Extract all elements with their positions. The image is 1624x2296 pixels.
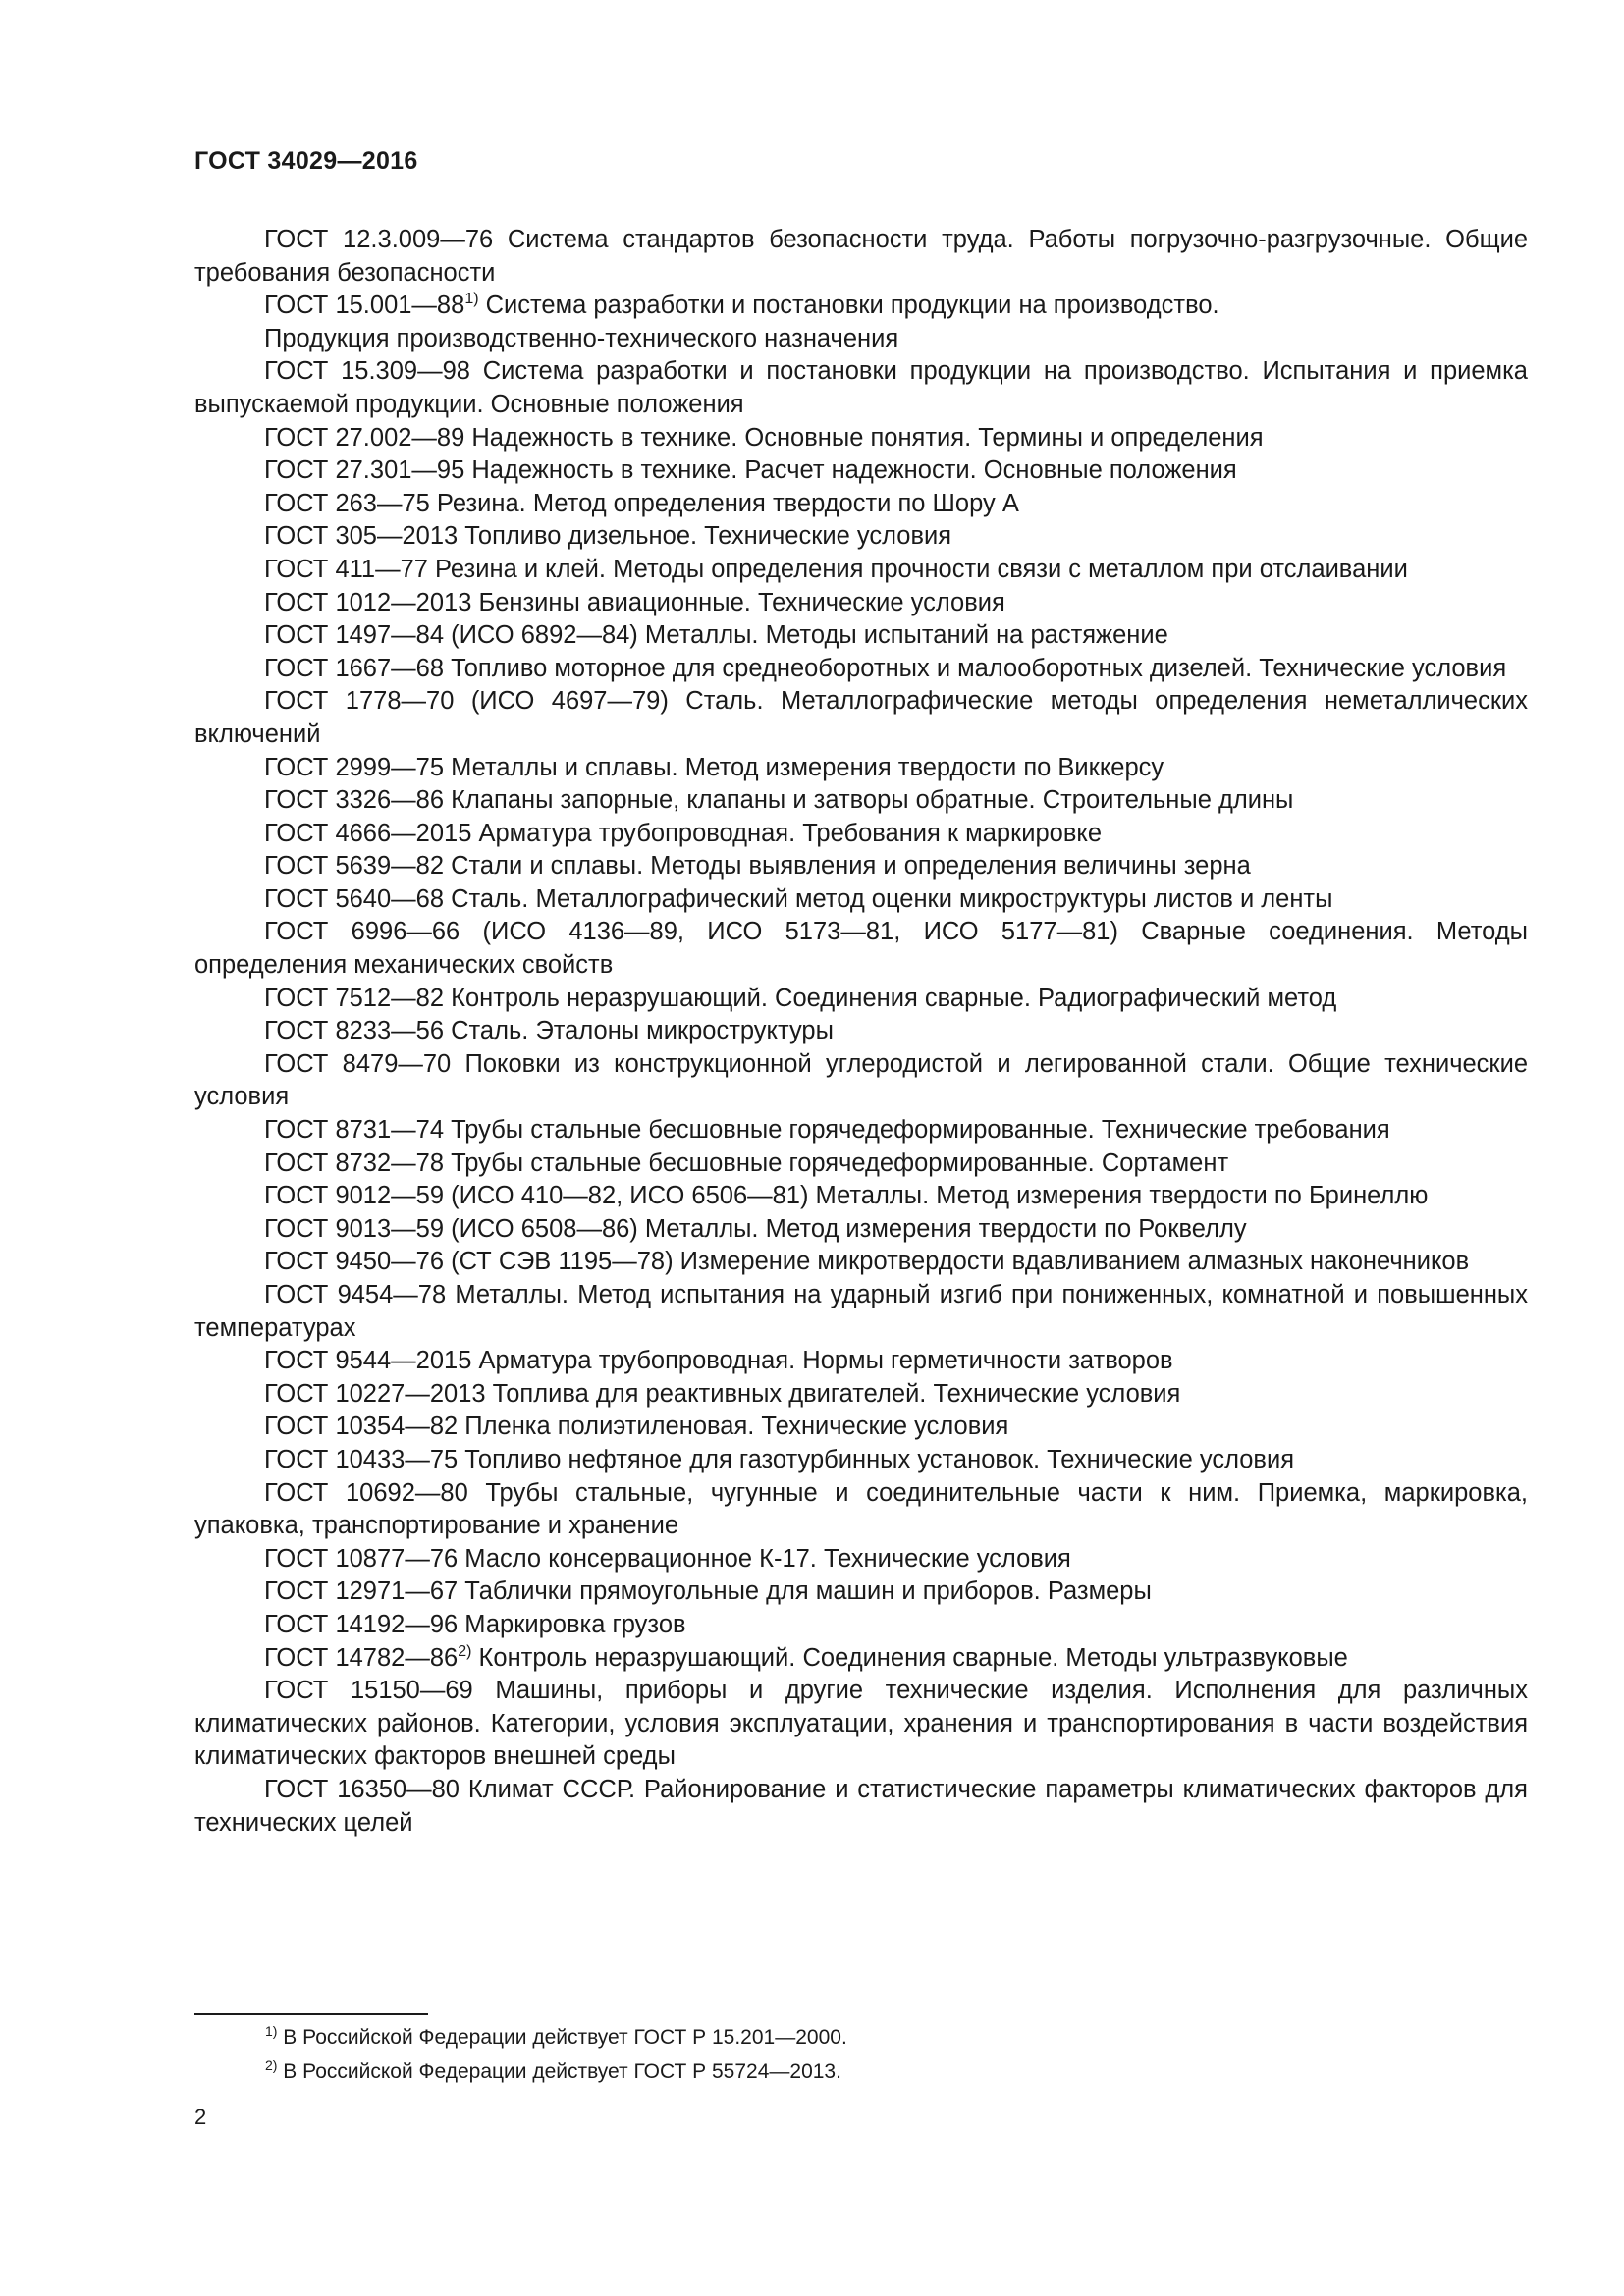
reference-item: ГОСТ 5639—82 Стали и сплавы. Методы выявления и определения величины зерна <box>264 852 1251 881</box>
reference-item: ГОСТ 3326—86 Клапаны запорные, клапаны и затворы обратные. Строительные длины <box>264 786 1294 815</box>
reference-item: ГОСТ 5640—68 Сталь. Металлографический метод оценки микроструктуры листов и ленты <box>264 884 1333 913</box>
reference-item: ГОСТ 12.3.009—76 Система стандартов безопасности труда. Работы погрузочно-разгрузочные. Общие требования безопасности <box>194 226 1528 287</box>
reference-item: ГОСТ 1667—68 Топливо моторное для среднеоборотных и малооборотных дизелей. Технические условия <box>264 654 1507 682</box>
reference-item: ГОСТ 1497—84 (ИСО 6892—84) Металлы. Методы испытаний на растяжение <box>264 621 1168 650</box>
reference-item: ГОСТ 14782—86$^{2)}$ Контроль неразрушающий. Соединения сварные. Методы ультразвуковые <box>264 1642 1348 1672</box>
reference-item: ГОСТ 10227—2013 Топлива для реактивных двигателей. Технические условия <box>264 1379 1181 1408</box>
footnotes <box>194 2020 1528 2089</box>
reference-item: ГОСТ 10877—76 Масло консервационное К-17. Технические условия <box>264 1544 1071 1573</box>
reference-item: ГОСТ 9012—59 (ИСО 410—82, ИСО 6506—81) Металлы. Метод измерения твердости по Бринеллю <box>264 1182 1429 1210</box>
page-number: 2 <box>194 2105 207 2129</box>
reference-item: ГОСТ 8732—78 Трубы стальные бесшовные горячедеформированные. Сортамент <box>264 1148 1229 1177</box>
reference-item: ГОСТ 9454—78 Металлы. Метод испытания на ударный изгиб при пониженных, комнатной и повышенных температурах <box>194 1281 1528 1342</box>
reference-item: ГОСТ 1778—70 (ИСО 4697—79) Сталь. Металлографические методы определения неметаллических включений <box>194 687 1528 748</box>
reference-item: ГОСТ 8233—56 Сталь. Эталоны микроструктуры <box>264 1017 834 1045</box>
footnote-item: $^{1)}$ В Российской Федерации действует ГОСТ Р 15.201—2000. <box>265 2023 847 2049</box>
reference-item: ГОСТ 27.301—95 Надежность в технике. Расчет надежности. Основные положения <box>264 456 1237 485</box>
reference-item: ГОСТ 305—2013 Топливо дизельное. Технические условия <box>264 522 952 551</box>
reference-item: ГОСТ 9013—59 (ИСО 6508—86) Металлы. Метод измерения твердости по Роквеллу <box>264 1214 1247 1243</box>
footnote-marker: 1) <box>265 2023 278 2039</box>
footnote-item: $^{2)}$ В Российской Федерации действует ГОСТ Р 55724—2013. <box>265 2057 841 2083</box>
reference-item: ГОСТ 15.309—98 Система разработки и постановки продукции на производство. Испытания и приемка выпускаемой продукции. Основные положения <box>194 357 1528 418</box>
reference-item: ГОСТ 15150—69 Машины, приборы и другие технические изделия. Исполнения для различных климатических районов. Категории, условия эксплуатации, хранения и транспортирования в части воздействия климатических факторов внешней среды <box>194 1677 1528 1771</box>
reference-item: ГОСТ 6996—66 (ИСО 4136—89, ИСО 5173—81, ИСО 5177—81) Сварные соединения. Методы определения механических свойств <box>194 918 1528 980</box>
reference-item: ГОСТ 9450—76 (СТ СЭВ 1195—78) Измерение микротвердости вдавливанием алмазных наконечников <box>264 1248 1470 1276</box>
reference-item: ГОСТ 10433—75 Топливо нефтяное для газотурбинных установок. Технические условия <box>264 1445 1295 1473</box>
reference-item: ГОСТ 7512—82 Контроль неразрушающий. Соединения сварные. Радиографический метод <box>264 984 1337 1012</box>
reference-item: ГОСТ 4666—2015 Арматура трубопроводная. Требования к маркировке <box>264 819 1103 847</box>
reference-item: ГОСТ 263—75 Резина. Метод определения твердости по Шору А <box>264 489 1019 517</box>
reference-item: ГОСТ 14192—96 Маркировка грузов <box>264 1610 686 1638</box>
reference-item: ГОСТ 16350—80 Климат СССР. Районирование и статистические параметры климатических факторов для технических целей <box>194 1775 1528 1837</box>
reference-item: ГОСТ 10354—82 Пленка полиэтиленовая. Технические условия <box>264 1413 1009 1441</box>
reference-item: Продукция производственно-технического назначения <box>264 324 899 352</box>
footnote-separator <box>194 2013 428 2015</box>
reference-item: ГОСТ 8731—74 Трубы стальные бесшовные горячедеформированные. Технические требования <box>264 1116 1390 1145</box>
footnote-marker: 1) <box>464 291 479 308</box>
reference-item: ГОСТ 15.001—88$^{1)}$ Система разработки и постановки продукции на производство. <box>264 291 1219 320</box>
reference-item: ГОСТ 27.002—89 Надежность в технике. Основные понятия. Термины и определения <box>264 423 1264 452</box>
footnote-marker: 2) <box>265 2057 278 2073</box>
normative-references-list <box>194 224 1528 1840</box>
footnote-marker: 2) <box>458 1642 472 1660</box>
reference-item: ГОСТ 12971—67 Таблички прямоугольные для машин и приборов. Размеры <box>264 1577 1152 1606</box>
reference-item: ГОСТ 1012—2013 Бензины авиационные. Технические условия <box>264 588 1005 616</box>
reference-item: ГОСТ 2999—75 Металлы и сплавы. Метод измерения твердости по Виккерсу <box>264 753 1164 781</box>
document-header: ГОСТ 34029—2016 <box>194 147 418 175</box>
reference-item: ГОСТ 9544—2015 Арматура трубопроводная. Нормы герметичности затворов <box>264 1347 1173 1375</box>
reference-item: ГОСТ 411—77 Резина и клей. Методы определения прочности связи с металлом при отслаивании <box>264 555 1408 583</box>
reference-item: ГОСТ 8479—70 Поковки из конструкционной углеродистой и легированной стали. Общие технические условия <box>194 1049 1528 1111</box>
reference-item: ГОСТ 10692—80 Трубы стальные, чугунные и соединительные части к ним. Приемка, маркировка, упаковка, транспортирование и хранение <box>194 1478 1528 1540</box>
